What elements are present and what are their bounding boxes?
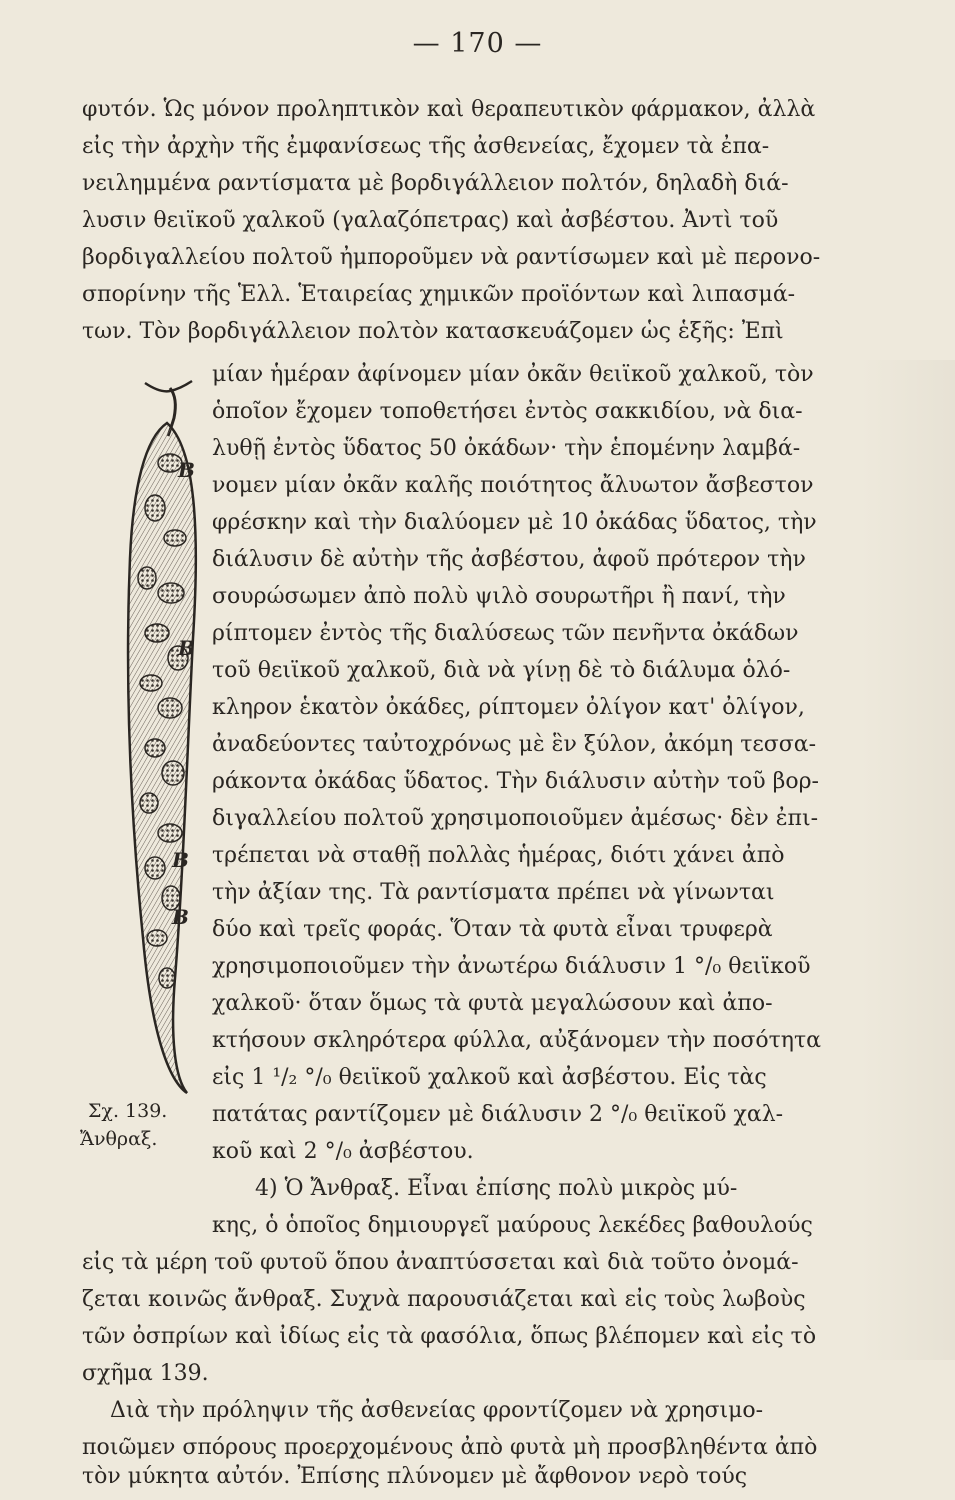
figure-caption-title: Ἄνθραξ.	[80, 1128, 158, 1150]
text-line: ὁποῖον ἔχομεν τοποθετήσει ἐντὸς σακκιδίου, νὰ δια-	[212, 399, 803, 424]
figure-caption-number: Σχ. 139.	[88, 1100, 168, 1122]
text-line: βορδιγαλλείου πολτοῦ ἠμποροῦμεν νὰ ραντίσωμεν καὶ μὲ περονο-	[82, 245, 821, 270]
text-line: ράκοντα ὀκάδας ὕδατος. Τὴν διάλυσιν αὐτὴν τοῦ βορ-	[212, 769, 819, 794]
text-line: σχῆμα 139.	[82, 1361, 209, 1386]
text-line: διάλυσιν δὲ αὐτὴν τῆς ἀσβέστου, ἀφοῦ πρότερον τὴν	[212, 547, 806, 572]
text-line: ποιῶμεν σπόρους προερχομένους ἀπὸ φυτὰ μὴ προσβληθέντα ἀπὸ	[82, 1435, 818, 1460]
text-line: κης, ὁ ὁποῖος δημιουργεῖ μαύρους λεκέδες βαθουλούς	[212, 1213, 813, 1238]
figure-label-b: B	[178, 458, 195, 482]
text-line: μίαν ἡμέραν ἀφίνομεν μίαν ὀκᾶν θειϊκοῦ χαλκοῦ, τὸν	[212, 362, 814, 387]
text-line: λυσιν θειϊκοῦ χαλκοῦ (γαλαζόπετρας) καὶ ἀσβέστου. Ἀντὶ τοῦ	[82, 208, 779, 233]
text-line: πατάτας ραντίζομεν μὲ διάλυσιν 2 °/₀ θειϊκοῦ χαλ-	[212, 1102, 784, 1127]
figure-label-b: B	[172, 848, 189, 872]
text-line: ρίπτομεν ἐντὸς τῆς διαλύσεως τῶν πενῆντα ὀκάδων	[212, 621, 799, 646]
text-line: χαλκοῦ· ὅταν ὅμως τὰ φυτὰ μεγαλώσουν καὶ ἀπο-	[212, 991, 773, 1016]
text-line: κτήσουν σκληρότερα φύλλα, αὐξάνομεν τὴν ποσότητα	[212, 1028, 821, 1053]
section-heading-line: 4) Ὁ Ἄνθραξ. Εἶναι ἐπίσης πολὺ μικρὸς μύ-	[255, 1176, 738, 1201]
text-line: Διὰ τὴν πρόληψιν τῆς ἀσθενείας φροντίζομεν νὰ χρησιμο-	[110, 1398, 764, 1423]
text-line: των. Τὸν βορδιγάλλειον πολτὸν κατασκευάζομεν ὡς ἑξῆς: Ἐπὶ	[82, 319, 784, 344]
text-line: νειλημμένα ραντίσματα μὲ βορδιγάλλειον πολτόν, δηλαδὴ διά-	[82, 171, 789, 196]
bean-pod-illustration	[75, 378, 215, 1098]
text-line: τὸν μύκητα αὐτόν. Ἐπίσης πλύνομεν μὲ ἄφθονον νερὸ τούς	[82, 1464, 748, 1489]
text-line: διγαλλείου πολτοῦ χρησιμοποιοῦμεν ἀμέσως· δὲν ἐπι-	[212, 806, 819, 831]
text-line: τῶν ὀσπρίων καὶ ἰδίως εἰς τὰ φασόλια, ὅπως βλέπομεν καὶ εἰς τὸ	[82, 1324, 817, 1349]
text-line: χρησιμοποιοῦμεν τὴν ἀνωτέρω διάλυσιν 1 °/₀ θειϊκοῦ	[212, 954, 811, 979]
bean-pod-drawing	[75, 378, 215, 1098]
text-line: κληρον ἑκατὸν ὀκάδες, ρίπτομεν ὀλίγον κατ' ὀλίγον,	[212, 695, 805, 720]
text-line: εἰς 1 ¹/₂ °/₀ θειϊκοῦ χαλκοῦ καὶ ἀσβέστου. Εἰς τὰς	[212, 1065, 767, 1090]
text-line: κοῦ καὶ 2 °/₀ ἀσβέστου.	[212, 1139, 474, 1164]
text-line: φυτόν. Ὡς μόνον προληπτικὸν καὶ θεραπευτικὸν φάρμακον, ἀλλὰ	[82, 97, 816, 122]
bleed-through-shadow	[860, 360, 955, 1360]
text-line: εἰς τὴν ἀρχὴν τῆς ἐμφανίσεως τῆς ἀσθενείας, ἔχομεν τὰ ἐπα-	[82, 134, 770, 159]
text-line: σπορίνην τῆς Ἑλλ. Ἑταιρείας χημικῶν προϊόντων καὶ λιπασμά-	[82, 282, 796, 307]
text-line: λυθῇ ἐντὸς ὕδατος 50 ὀκάδων· τὴν ἑπομένην λαμβά-	[212, 436, 801, 461]
figure-label-b: B	[172, 905, 189, 929]
text-line: φρέσκην καὶ τὴν διαλύομεν μὲ 10 ὀκάδας ὕδατος, τὴν	[212, 510, 817, 535]
text-line: νομεν μίαν ὀκᾶν καλῆς ποιότητος ἄλυωτον ἄσβεστον	[212, 473, 814, 498]
figure-label-b: B	[178, 636, 195, 660]
page-number: — 170 —	[412, 28, 543, 59]
text-line: ἀναδεύοντες ταὐτοχρόνως μὲ ἓν ξύλον, ἀκόμη τεσσα-	[212, 732, 817, 757]
text-line: ζεται κοινῶς ἄνθραξ. Συχνὰ παρουσιάζεται καὶ εἰς τοὺς λωβοὺς	[82, 1287, 806, 1312]
text-line: τοῦ θειϊκοῦ χαλκοῦ, διὰ νὰ γίνῃ δὲ τὸ διάλυμα ὁλό-	[212, 658, 791, 683]
text-line: σουρώσωμεν ἀπὸ πολὺ ψιλὸ σουρωτῆρι ἢ πανί, τὴν	[212, 584, 786, 609]
text-line: τὴν ἀξίαν της. Τὰ ραντίσματα πρέπει νὰ γίνωνται	[212, 880, 775, 905]
text-line: δύο καὶ τρεῖς φοράς. Ὅταν τὰ φυτὰ εἶναι τρυφερὰ	[212, 917, 773, 942]
text-line: εἰς τὰ μέρη τοῦ φυτοῦ ὅπου ἀναπτύσσεται καὶ διὰ τοῦτο ὀνομά-	[82, 1250, 799, 1275]
text-line: τρέπεται νὰ σταθῇ πολλὰς ἡμέρας, διότι χάνει ἀπὸ	[212, 843, 785, 868]
